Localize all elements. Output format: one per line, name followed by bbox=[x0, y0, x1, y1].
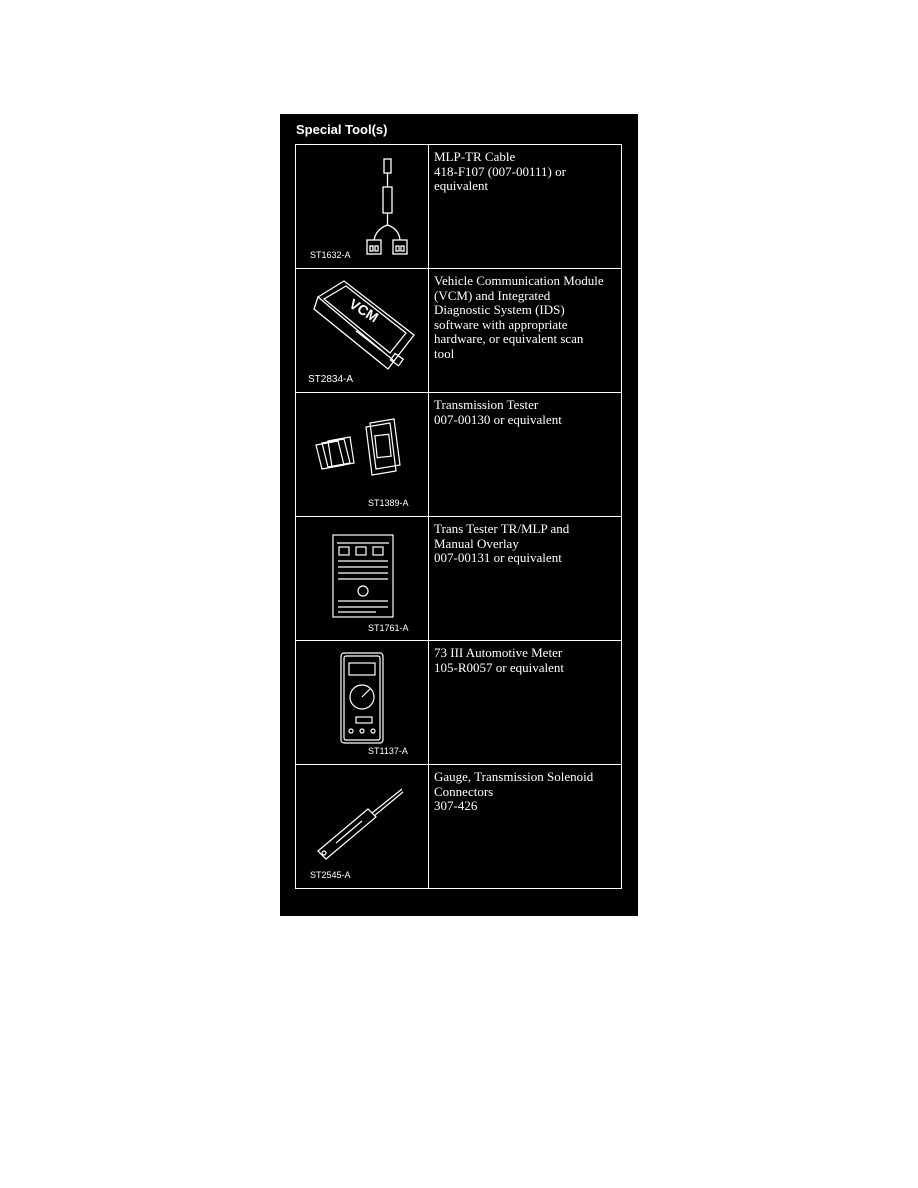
tool-code: ST1632-A bbox=[310, 250, 351, 260]
tool-illustration-cell bbox=[296, 641, 429, 765]
tool-description-line: Vehicle Communication Module bbox=[434, 273, 604, 288]
table-row bbox=[296, 517, 622, 641]
tool-description-cell bbox=[429, 765, 622, 889]
tool-code: ST2834-A bbox=[308, 374, 354, 385]
table-row bbox=[296, 393, 622, 517]
svg-text:VCM: VCM bbox=[346, 295, 382, 326]
tool-code: ST2545-A bbox=[310, 870, 351, 880]
tool-description-line: Diagnostic System (IDS) bbox=[434, 302, 565, 318]
tool-description-line: Trans Tester TR/MLP and bbox=[434, 521, 570, 536]
tool-description-cell bbox=[429, 145, 622, 269]
tool-description-line: tool bbox=[434, 345, 455, 361]
tool-description-cell bbox=[429, 517, 622, 641]
tool-description-line: hardware, or equivalent scan bbox=[434, 331, 584, 347]
tool-illustration-cell bbox=[296, 393, 429, 517]
multimeter-icon bbox=[296, 641, 428, 764]
overlay-sheet-icon bbox=[296, 517, 428, 640]
tool-description-line: (VCM) and Integrated bbox=[434, 287, 551, 303]
table-row bbox=[296, 269, 622, 393]
tool-description-line: 418-F107 (007-00111) or bbox=[434, 163, 566, 179]
tool-description-line: 307-426 bbox=[434, 798, 478, 814]
tool-description-line: software with appropriate bbox=[434, 316, 568, 332]
tool-description-line: 105-R0057 or equivalent bbox=[434, 659, 564, 675]
tool-description-line: Connectors bbox=[434, 783, 494, 799]
table-row bbox=[296, 145, 622, 269]
tool-code: ST1761-A bbox=[368, 623, 409, 633]
tool-description-line: equivalent bbox=[434, 178, 489, 194]
tool-code: ST1389-A bbox=[368, 498, 409, 508]
tool-description-line: 73 III Automotive Meter bbox=[434, 645, 563, 660]
tool-description-line: Gauge, Transmission Solenoid bbox=[434, 769, 594, 784]
tool-illustration-cell bbox=[296, 765, 429, 889]
special-tools-panel bbox=[280, 114, 638, 916]
panel-title: Special Tool(s) bbox=[296, 122, 388, 137]
tool-illustration-cell bbox=[296, 517, 429, 641]
tool-description-cell bbox=[429, 641, 622, 765]
tool-code: ST1137-A bbox=[368, 746, 408, 756]
tool-illustration-cell bbox=[296, 269, 429, 393]
tool-illustration-cell bbox=[296, 145, 429, 269]
tool-description-line: 007-00131 or equivalent bbox=[434, 550, 562, 566]
tool-description-cell bbox=[429, 393, 622, 517]
tools-table bbox=[295, 144, 622, 889]
tool-description-cell bbox=[429, 269, 622, 393]
tool-description-line: Transmission Tester bbox=[434, 397, 539, 412]
table-row bbox=[296, 641, 622, 765]
tool-description-line: 007-00130 or equivalent bbox=[434, 411, 562, 427]
tool-description-line: Manual Overlay bbox=[434, 535, 519, 551]
table-row bbox=[296, 765, 622, 889]
tool-description-line: MLP-TR Cable bbox=[434, 149, 516, 164]
